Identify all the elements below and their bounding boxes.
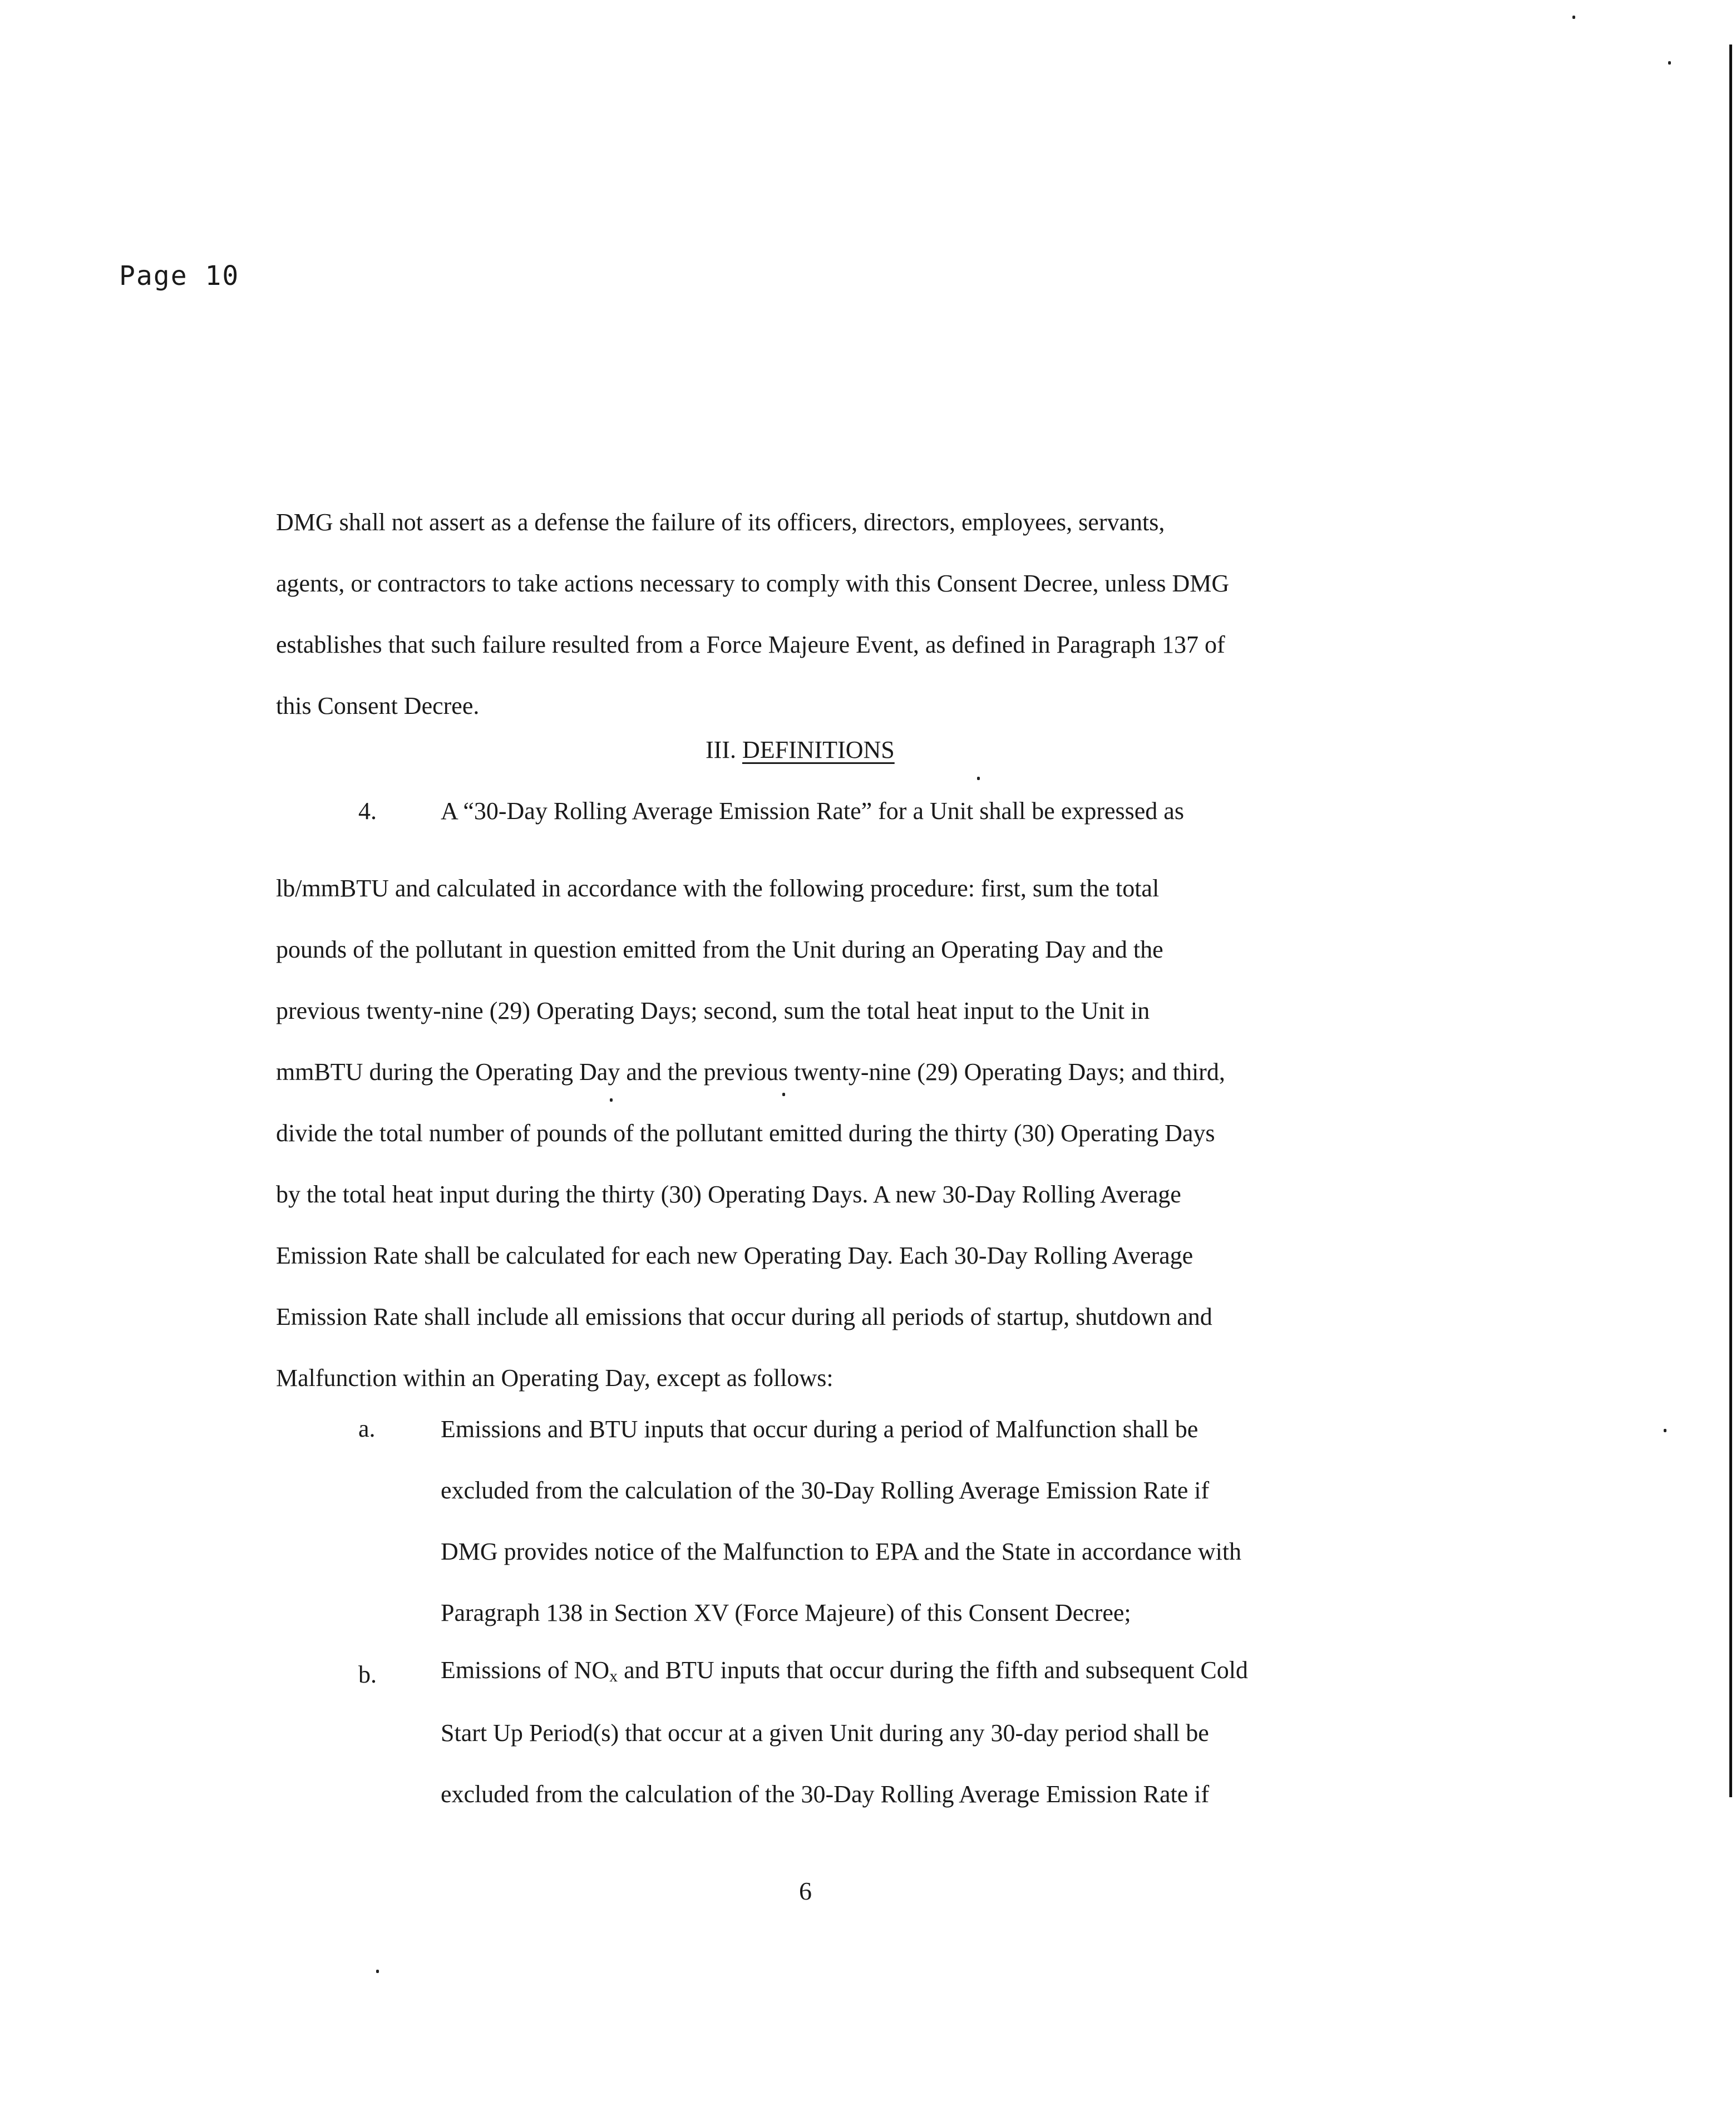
scan-speck	[1572, 16, 1575, 19]
intro-line: this Consent Decree.	[276, 692, 480, 719]
scan-edge-rule	[1729, 45, 1732, 1797]
subitem-a-line: DMG provides notice of the Malfunction to EPA and the State in accordance with	[441, 1538, 1242, 1565]
page-label: Page 10	[119, 260, 240, 292]
paragraph-4-line: mmBTU during the Operating Day and the previous twenty-nine (29) Operating Days; and third,	[276, 1058, 1225, 1086]
subitem-b-first-line	[441, 1656, 1248, 1684]
subitem-b-prefix: Emissions of NO	[441, 1656, 610, 1684]
paragraph-4-line: divide the total number of pounds of the pollutant emitted during the thirty (30) Operating Days	[276, 1119, 1215, 1147]
subitem-a-line: excluded from the calculation of the 30-Day Rolling Average Emission Rate if	[441, 1477, 1210, 1504]
subitem-a-label: a.	[358, 1415, 376, 1442]
subitem-b-suffix: and BTU inputs that occur during the fifth and subsequent Cold	[618, 1656, 1248, 1684]
scan-speck	[1668, 61, 1671, 65]
paragraph-4-line: Emission Rate shall be calculated for each new Operating Day. Each 30-Day Rolling Average	[276, 1242, 1194, 1269]
intro-line: DMG shall not assert as a defense the failure of its officers, directors, employees, servants,	[276, 509, 1165, 536]
subitem-b-line: excluded from the calculation of the 30-Day Rolling Average Emission Rate if	[441, 1781, 1210, 1808]
intro-line: agents, or contractors to take actions necessary to comply with this Consent Decree, unless DMG	[276, 570, 1230, 597]
paragraph-4-line: Malfunction within an Operating Day, except as follows:	[276, 1364, 834, 1392]
section-heading	[706, 736, 895, 764]
paragraph-4-line: Emission Rate shall include all emissions that occur during all periods of startup, shutdown and	[276, 1303, 1212, 1330]
paragraph-4-line: by the total heat input during the thirty (30) Operating Days. A new 30-Day Rolling Average	[276, 1181, 1181, 1208]
scan-speck	[376, 1970, 379, 1973]
section-number: III.	[706, 736, 736, 763]
scan-speck	[977, 777, 980, 780]
section-title: DEFINITIONS	[742, 736, 895, 763]
paragraph-4-number: 4.	[358, 797, 377, 825]
subitem-a-line: Emissions and BTU inputs that occur during a period of Malfunction shall be	[441, 1416, 1199, 1443]
paragraph-4-line: lb/mmBTU and calculated in accordance with the following procedure: first, sum the total	[276, 875, 1160, 902]
page-number: 6	[799, 1877, 812, 1905]
paragraph-4-first-line: A “30-Day Rolling Average Emission Rate” for a Unit shall be expressed as	[441, 797, 1184, 825]
subitem-a-line: Paragraph 138 in Section XV (Force Majeure) of this Consent Decree;	[441, 1599, 1131, 1626]
paragraph-4-line: previous twenty-nine (29) Operating Days; second, sum the total heat input to the Unit in	[276, 997, 1150, 1024]
intro-line: establishes that such failure resulted from a Force Majeure Event, as defined in Paragraph 137 of	[276, 631, 1225, 658]
subitem-b-subscript: x	[609, 1667, 618, 1685]
scan-speck	[1664, 1429, 1666, 1432]
paragraph-4-line: pounds of the pollutant in question emitted from the Unit during an Operating Day and the	[276, 936, 1163, 963]
subitem-b-label: b.	[358, 1661, 377, 1688]
subitem-b-line: Start Up Period(s) that occur at a given Unit during any 30-day period shall be	[441, 1719, 1209, 1747]
